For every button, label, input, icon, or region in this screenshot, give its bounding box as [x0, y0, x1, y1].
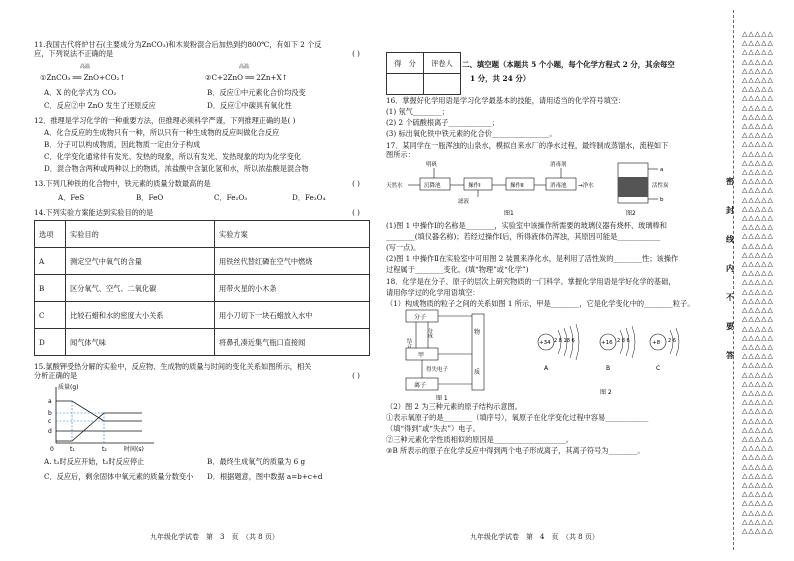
triangle-row: △△△△△ — [742, 260, 774, 269]
triangle-row: △△△△△ — [742, 250, 774, 259]
svg-text:C: C — [656, 365, 661, 372]
triangle-row: △△△△△ — [742, 508, 774, 517]
triangle-row: △△△△△ — [742, 407, 774, 416]
svg-text:图1: 图1 — [504, 210, 514, 217]
tick-d: d — [48, 428, 52, 436]
triangle-margin-pattern — [742, 30, 792, 536]
graph-xlabel: 时间(s) — [124, 446, 144, 454]
triangle-row: △△△△△ — [742, 434, 774, 443]
svg-text:滤液: 滤液 — [458, 199, 470, 205]
svg-text:图 1: 图 1 — [436, 395, 448, 400]
table-row: D 闻气体气味 将鼻孔凑近集气瓶口直接闻 — [35, 329, 370, 356]
svg-text:+8: +8 — [652, 340, 661, 346]
question-18: 18．化学是在分子、原子的层次上研究物质的一门科学。掌握化学用语是学好化学的基础， 请用你学过的化学用语填空： （1）构成物质的粒子之间的关系如图 1 所示，甲是________，它是化学变化中的________粒子。 分子 甲 离子 物 质 结合 分成 得失电子 图 1 +34 2 8 18 6 A +16 2 8 6 B +8 2 6 C 图 2 （2）图 2 为三种元素的原子结构示意图。 ①表示氧原子的是________（填序号），氧原子在化学变化过程中容易____________ （填“得到”或“失去”）电子。 ②三种元素化学性质相似的原因是____________________。 ③B 所表示的原子在化学反应中得到两个电子形成离子，其离子符号为________。 — [386, 277, 702, 455]
svg-text:质: 质 — [474, 369, 481, 376]
triangle-row: △△△△△ — [742, 398, 774, 407]
triangle-row: △△△△△ — [742, 57, 774, 66]
score-cell[interactable] — [387, 74, 424, 95]
svg-text:得失电子: 得失电子 — [426, 367, 449, 373]
svg-text:B: B — [606, 365, 611, 372]
mass-time-graph — [42, 381, 162, 453]
question-12: 12．推理是学习化学的一种重要方法，但推理必须科学严谨，下列推理正确的是( ) A．化合反应的生成物只有一种，所以只有一种生成物的反应叫做化合反应 B．分子可以构成物质，因此物质一定由分子构成 C．化学变化通常伴有发光、发热的现象，所以有发光、发热现象的均为化学变化 D．混合物含两种或两种以上的物质，浓盐酸中含氯化氢和水，所以浓盐酸是混合物 — [34, 116, 309, 174]
svg-text:沉降池: 沉降池 — [424, 183, 441, 189]
svg-text:消毒池: 消毒池 — [550, 183, 567, 189]
table-header-row: 选项 实验目的 实验方案 — [35, 221, 370, 248]
svg-text:2 8 18 6: 2 8 18 6 — [554, 338, 575, 344]
particle-diagrams — [386, 308, 702, 400]
tick-b: b — [48, 410, 52, 418]
atom-diagram-b — [600, 326, 635, 372]
triangle-row: △△△△△ — [742, 241, 774, 250]
triangle-row: △△△△△ — [742, 131, 774, 140]
svg-text:明矾: 明矾 — [426, 162, 438, 168]
triangle-row: △△△△△ — [742, 287, 774, 296]
tick-t2: t₂ — [102, 446, 107, 454]
left-page — [34, 40, 370, 481]
svg-text:消毒剂: 消毒剂 — [550, 162, 567, 168]
table-row: C 比较石蜡和水的密度大小关系 用小刀切下一块石蜡放入水中 — [35, 302, 370, 329]
triangle-row: △△△△△ — [742, 269, 774, 278]
triangle-row: △△△△△ — [742, 158, 774, 167]
table-row: A 测定空气中氧气的含量 用铁丝代替红磷在空气中燃烧 — [35, 248, 370, 275]
triangle-row: △△△△△ — [742, 149, 774, 158]
question-14: 14.下列实验方案能达到实验目的的是 ( ) 选项 实验目的 实验方案 A 测定空气中氧气的含量 用铁丝代替红磷在空气中燃烧 B 区分氧气、空气、二氧化碳 用带火星的小木条 C 比较石蜡和水的密度大小关系 用小刀切下一块石蜡放入水中 D 闻气体气味 将鼻孔凑近集气瓶口直接闻 — [34, 208, 370, 356]
triangle-row: △△△△△ — [742, 352, 774, 361]
triangle-row: △△△△△ — [742, 48, 774, 57]
triangle-row: △△△△△ — [742, 177, 774, 186]
svg-text:图2: 图2 — [626, 210, 636, 217]
left-footer: 九年级化学试卷 第 3 页 （共 8 页） — [150, 533, 279, 541]
svg-text:→净水: →净水 — [578, 183, 594, 189]
tick-0: 0 — [50, 446, 54, 454]
svg-text:+16: +16 — [601, 340, 613, 346]
triangle-row: △△△△△ — [742, 30, 774, 38]
triangle-row: △△△△△ — [742, 103, 774, 112]
triangle-row: △△△△△ — [742, 195, 774, 204]
atom-diagram-c — [650, 328, 679, 372]
svg-text:a: a — [660, 167, 664, 173]
carbon-filter-apparatus — [618, 163, 669, 217]
svg-text:分成: 分成 — [427, 328, 433, 338]
triangle-row: △△△△△ — [742, 76, 774, 85]
svg-text:b: b — [660, 197, 664, 203]
tick-c: c — [48, 418, 52, 426]
question-16: 16．掌握好化学用语是学习化学最基本的技能，请用适当的化学符号填空： (1) 氖气________； (2) 2 个硫酸根离子____________； (3) 标出氧化铁中铁元素的化合价________________。 — [386, 96, 626, 138]
svg-text:操作Ⅱ: 操作Ⅱ — [510, 183, 524, 189]
triangle-row: △△△△△ — [742, 214, 774, 223]
svg-text:结合: 结合 — [406, 338, 412, 348]
triangle-row: △△△△△ — [742, 388, 774, 397]
triangle-row: △△△△△ — [742, 223, 774, 232]
svg-text:分子: 分子 — [414, 314, 427, 321]
triangle-row: △△△△△ — [742, 490, 774, 499]
particle-relation-diagram — [406, 310, 484, 400]
question-11: 11.我国古代将炉甘石(主要成分为ZnCO₃)和木炭粉混合后加热到约800℃，有如下 2 个反 应，下列说法不正确的是 ( ) $^{高温}$ ①ZnCO₃ ══ ZnO+CO₂↑ $^{高温}$ ②C+2ZnO ══ 2Zn+X↑ A．X 的化学式为 CO₂ B．反应①中元素化合价均没变 C．反应②中 ZnO 发生了还原反应 D．反应①中碳具有氧化性 — [34, 40, 360, 111]
triangle-row: △△△△△ — [742, 66, 774, 75]
triangle-row: △△△△△ — [742, 278, 774, 287]
graph-ylabel: 质量(g) — [58, 384, 79, 392]
section-heading: 二、填空题（本题共 5 个小题，每个化学方程式 2 分，其余每空 1 分，共 24 分） — [462, 60, 675, 84]
svg-text:操作Ⅰ: 操作Ⅰ — [468, 183, 481, 189]
experiment-table — [34, 220, 370, 356]
triangle-row: △△△△△ — [742, 94, 774, 103]
triangle-row: △△△△△ — [742, 306, 774, 315]
svg-text:2 6: 2 6 — [668, 338, 676, 344]
svg-text:离子: 离子 — [414, 382, 427, 389]
triangle-row: △△△△△ — [742, 342, 774, 351]
triangle-row: △△△△△ — [742, 122, 774, 131]
triangle-row: △△△△△ — [742, 39, 774, 48]
triangle-row: △△△△△ — [742, 517, 774, 526]
triangle-row: △△△△△ — [742, 453, 774, 462]
triangle-row: △△△△△ — [742, 186, 774, 195]
triangle-row: △△△△△ — [742, 425, 774, 434]
svg-text:2 8 6: 2 8 6 — [617, 338, 630, 344]
right-page — [386, 96, 702, 455]
triangle-row: △△△△△ — [742, 85, 774, 94]
triangle-row: △△△△△ — [742, 168, 774, 177]
triangle-row: △△△△△ — [742, 361, 774, 370]
triangle-row: △△△△△ — [742, 471, 774, 480]
svg-text:A: A — [544, 365, 549, 372]
tick-a: a — [48, 398, 52, 406]
svg-text:物: 物 — [474, 329, 481, 336]
seal-line-text: 密 封 线 内 不 要 答 — [726, 177, 734, 360]
triangle-row: △△△△△ — [742, 204, 774, 213]
svg-text:活性炭: 活性炭 — [652, 183, 669, 189]
triangle-row: △△△△△ — [742, 112, 774, 121]
triangle-row: △△△△△ — [742, 444, 774, 453]
question-13: 13.下列几种铁的化合物中，铁元素的质量分数最高的是 ( ) A．FeS B．FeO C．Fe₂O₃ D．Fe₃O₄ — [34, 179, 360, 203]
svg-text:甲: 甲 — [418, 352, 425, 359]
curve-product — [56, 413, 142, 441]
grader-cell[interactable] — [424, 74, 461, 95]
tick-t1: t₁ — [70, 446, 75, 454]
triangle-row: △△△△△ — [742, 526, 774, 535]
triangle-row: △△△△△ — [742, 140, 774, 149]
triangle-row: △△△△△ — [742, 315, 774, 324]
atom-diagram-a — [538, 324, 579, 372]
purification-flow-diagram — [386, 159, 702, 219]
triangle-row: △△△△△ — [742, 333, 774, 342]
triangle-row: △△△△△ — [742, 296, 774, 305]
triangle-row: △△△△△ — [742, 499, 774, 508]
triangle-row: △△△△△ — [742, 324, 774, 333]
svg-text:+34: +34 — [539, 340, 551, 346]
triangle-row: △△△△△ — [742, 462, 774, 471]
svg-text:图 2: 图 2 — [600, 389, 612, 396]
triangle-row: △△△△△ — [742, 480, 774, 489]
triangle-row: △△△△△ — [742, 370, 774, 379]
curve-reactant — [56, 401, 142, 421]
question-17: 17．某同学在一瓶浑浊的山泉水，模拟自来水厂的净水过程，最终制成蒸馏水，流程如下 图所示： 天然水 沉降池 明矾 操作Ⅰ 滤液 操作Ⅱ 消毒池 消毒剂 →净水 图1 a b 活性炭 图2 (1)图 1 中操作Ⅰ的名称是________，实验室中该操作所需要的玻璃仪器有烧杯、玻璃棒和 ________(填仪器名称)；若经过操作Ⅰ后，所得液体仍浑浊，其原因可能是____________ (写一点)。 (2)图 1 中操作Ⅱ在实验室中可用图 2 装置来净化水，是利用了活性炭的________性；该操作 过程属于________变化。(填“物理”或“化学”) — [386, 141, 702, 274]
triangle-row: △△△△△ — [742, 416, 774, 425]
right-footer: 九年级化学试卷 第 4 页 （共 8 页） — [470, 533, 599, 541]
triangle-row: △△△△△ — [742, 232, 774, 241]
question-15: 15.氯酸钾受热分解的实验中，反应物、生成物的质量与时间的变化关系如图所示，相关 分析正确的是 ( ) 质量(g) 时间(s) a b c d 0 t₁ t₂ A. t₁时反应开始，t₂时反应停止 B．最终生成氧气的质量为 6 g C．反应后，剩余固体中氧元素的质量分数变小 D．根据题意，图中数据 a=b+c+d — [34, 362, 360, 482]
score-table: 得 分 评卷人 — [386, 52, 461, 95]
table-row: B 区分氧气、空气、二氧化碳 用带火星的小木条 — [35, 275, 370, 302]
triangle-row: △△△△△ — [742, 379, 774, 388]
svg-text:天然水: 天然水 — [386, 183, 403, 189]
